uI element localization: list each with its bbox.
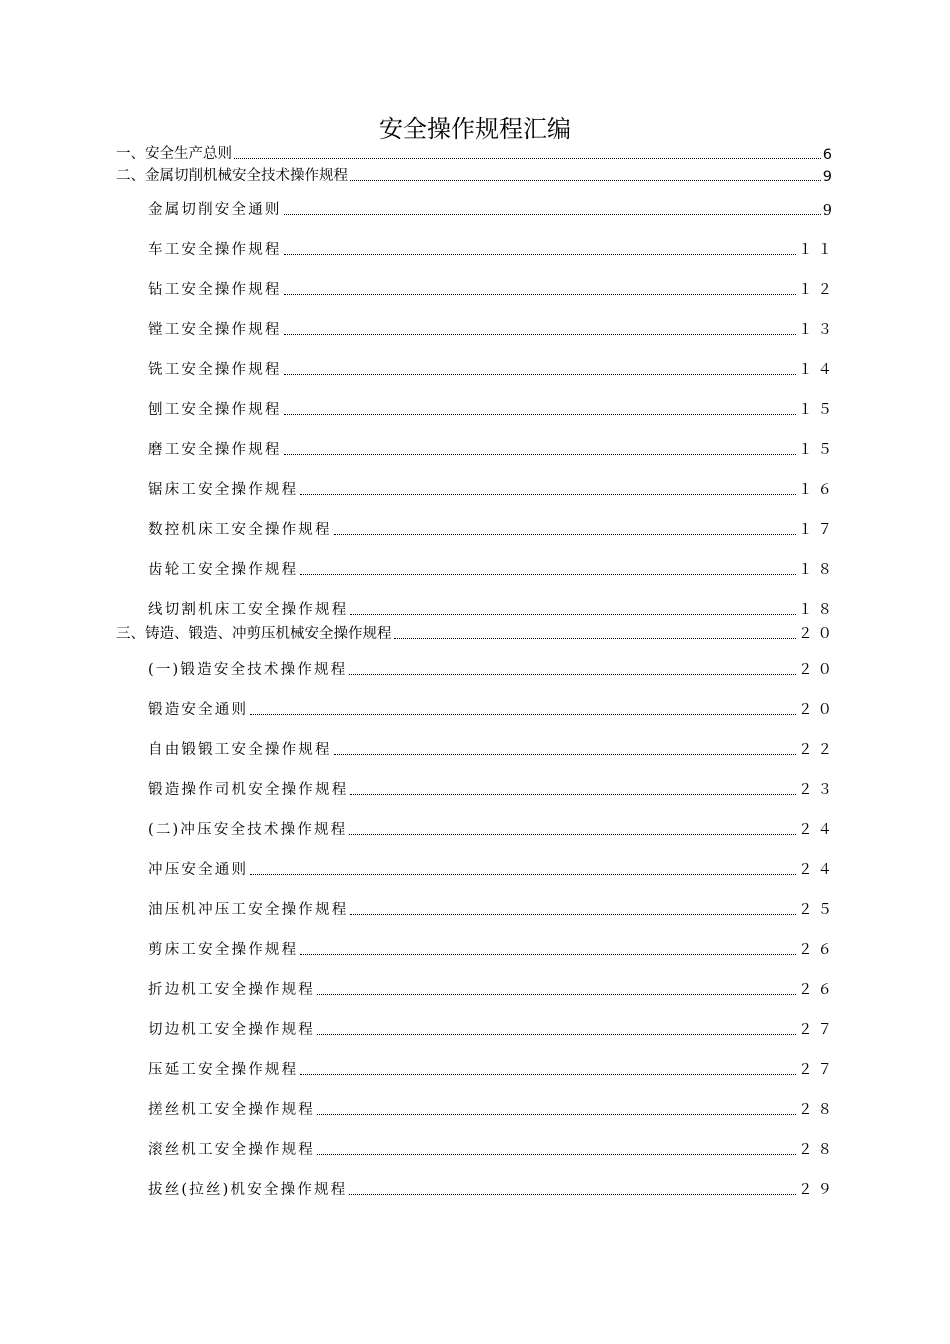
toc-entry-page-number: ２６ xyxy=(798,982,837,998)
toc-entry[interactable] xyxy=(148,279,837,299)
dot-leader xyxy=(300,574,796,575)
toc-entry-page-number: １６ xyxy=(798,482,837,498)
dot-leader xyxy=(317,1154,796,1155)
dot-leader xyxy=(349,674,796,675)
dot-leader xyxy=(350,794,796,795)
toc-entry[interactable] xyxy=(148,1139,837,1159)
toc-entry[interactable] xyxy=(148,939,837,959)
dot-leader xyxy=(284,214,821,215)
toc-entry-title: 线切割机床工安全操作规程 xyxy=(148,602,349,618)
toc-entry-title: 拔丝(拉丝)机安全操作规程 xyxy=(148,1182,348,1198)
toc-entry-page-number: １７ xyxy=(798,522,837,538)
toc-entry[interactable] xyxy=(148,399,837,419)
toc-entry-page-number: ２９ xyxy=(798,1182,837,1198)
toc-entry[interactable] xyxy=(116,143,837,163)
dot-leader xyxy=(300,954,796,955)
dot-leader xyxy=(317,1114,796,1115)
toc-entry-title: 一、安全生产总则 xyxy=(116,146,232,162)
toc-entry-title: 锻造安全通则 xyxy=(148,702,249,718)
toc-entry[interactable] xyxy=(148,1019,837,1039)
toc-entry[interactable] xyxy=(148,559,837,579)
toc-entry-page-number: １２ xyxy=(798,282,837,298)
toc-entry-page-number: ２８ xyxy=(798,1102,837,1118)
toc-entry[interactable] xyxy=(148,1059,837,1079)
toc-entry-page-number: １４ xyxy=(798,362,837,378)
toc-entry[interactable] xyxy=(148,979,837,999)
dot-leader xyxy=(350,914,796,915)
toc-entry-title: 锯床工安全操作规程 xyxy=(148,482,299,498)
toc-entry[interactable] xyxy=(148,199,837,219)
toc-entry-page-number: ２４ xyxy=(798,822,837,838)
toc-entry-page-number: １８ xyxy=(798,562,837,578)
toc-entry-title: (一)锻造安全技术操作规程 xyxy=(148,662,348,678)
toc-entry[interactable] xyxy=(148,599,837,619)
toc-entry-page-number: ２２ xyxy=(798,742,837,758)
dot-leader xyxy=(334,754,796,755)
dot-leader xyxy=(250,714,796,715)
toc-entry-title: 钻工安全操作规程 xyxy=(148,282,282,298)
dot-leader xyxy=(350,614,796,615)
toc-entry[interactable] xyxy=(148,239,837,259)
toc-entry[interactable] xyxy=(148,1179,837,1199)
dot-leader xyxy=(284,454,796,455)
toc-entry-title: 刨工安全操作规程 xyxy=(148,402,282,418)
toc-entry-title: 铣工安全操作规程 xyxy=(148,362,282,378)
toc-entry-page-number: 9 xyxy=(822,169,837,185)
toc-entry-page-number: １８ xyxy=(798,602,837,618)
toc-entry-page-number: 9 xyxy=(822,203,837,219)
toc-entry-page-number: ２６ xyxy=(798,942,837,958)
toc-entry[interactable] xyxy=(148,439,837,459)
toc-entry-title: 剪床工安全操作规程 xyxy=(148,942,299,958)
dot-leader xyxy=(284,334,796,335)
toc-entry[interactable] xyxy=(148,519,837,539)
toc-entry[interactable] xyxy=(148,659,837,679)
dot-leader xyxy=(317,994,796,995)
document-title: 安全操作规程汇编 xyxy=(379,115,571,143)
toc-entry-title: 压延工安全操作规程 xyxy=(148,1062,299,1078)
dot-leader xyxy=(317,1034,796,1035)
toc-entry-page-number: ２０ xyxy=(798,662,837,678)
toc-entry-page-number: ２４ xyxy=(798,862,837,878)
dot-leader xyxy=(350,180,821,181)
toc-entry-title: 切边机工安全操作规程 xyxy=(148,1022,315,1038)
toc-entry-title: 金属切削安全通则 xyxy=(148,202,282,218)
toc-entry-page-number: 6 xyxy=(822,147,837,163)
dot-leader xyxy=(394,638,797,639)
dot-leader xyxy=(234,158,821,159)
dot-leader xyxy=(284,414,796,415)
dot-leader xyxy=(250,874,796,875)
toc-entry[interactable] xyxy=(148,479,837,499)
toc-entry-title: 折边机工安全操作规程 xyxy=(148,982,315,998)
toc-entry[interactable] xyxy=(148,859,837,879)
toc-entry-title: 数控机床工安全操作规程 xyxy=(148,522,332,538)
toc-entry-title: 三、铸造、锻造、冲剪压机械安全操作规程 xyxy=(116,626,392,642)
toc-entry-page-number: ２０ xyxy=(798,626,837,642)
toc-entry[interactable] xyxy=(148,1099,837,1119)
toc-entry-page-number: １１ xyxy=(798,242,837,258)
toc-entry-page-number: ２５ xyxy=(798,902,837,918)
toc-entry[interactable] xyxy=(148,819,837,839)
toc-entry-page-number: ２７ xyxy=(798,1022,837,1038)
toc-entry-title: 搓丝机工安全操作规程 xyxy=(148,1102,315,1118)
dot-leader xyxy=(284,294,796,295)
toc-entry[interactable] xyxy=(148,319,837,339)
toc-entry-page-number: ２８ xyxy=(798,1142,837,1158)
toc-entry[interactable] xyxy=(148,699,837,719)
toc-entry-title: (二)冲压安全技术操作规程 xyxy=(148,822,348,838)
toc-entry-title: 镗工安全操作规程 xyxy=(148,322,282,338)
toc-entry-page-number: ２７ xyxy=(798,1062,837,1078)
toc-entry-title: 二、金属切削机械安全技术操作规程 xyxy=(116,168,348,184)
toc-entry-title: 锻造操作司机安全操作规程 xyxy=(148,782,349,798)
toc-entry-title: 滚丝机工安全操作规程 xyxy=(148,1142,315,1158)
dot-leader xyxy=(284,374,796,375)
dot-leader xyxy=(300,494,796,495)
toc-entry-page-number: １３ xyxy=(798,322,837,338)
toc-entry-title: 车工安全操作规程 xyxy=(148,242,282,258)
toc-entry[interactable] xyxy=(148,739,837,759)
toc-entry-page-number: １５ xyxy=(798,442,837,458)
dot-leader xyxy=(300,1074,796,1075)
dot-leader xyxy=(284,254,796,255)
toc-entry[interactable] xyxy=(116,623,837,643)
toc-entry-title: 磨工安全操作规程 xyxy=(148,442,282,458)
toc-entry-title: 齿轮工安全操作规程 xyxy=(148,562,299,578)
toc-entry-page-number: ２０ xyxy=(798,702,837,718)
toc-entry-title: 油压机冲压工安全操作规程 xyxy=(148,902,349,918)
toc-entry[interactable] xyxy=(148,899,837,919)
dot-leader xyxy=(349,834,796,835)
toc-entry-title: 自由锻锻工安全操作规程 xyxy=(148,742,332,758)
toc-entry[interactable] xyxy=(148,779,837,799)
dot-leader xyxy=(334,534,796,535)
toc-entry-page-number: ２３ xyxy=(798,782,837,798)
toc-entry[interactable] xyxy=(116,165,837,185)
toc-entry-title: 冲压安全通则 xyxy=(148,862,249,878)
dot-leader xyxy=(349,1194,796,1195)
toc-entry-page-number: １５ xyxy=(798,402,837,418)
toc-entry[interactable] xyxy=(148,359,837,379)
